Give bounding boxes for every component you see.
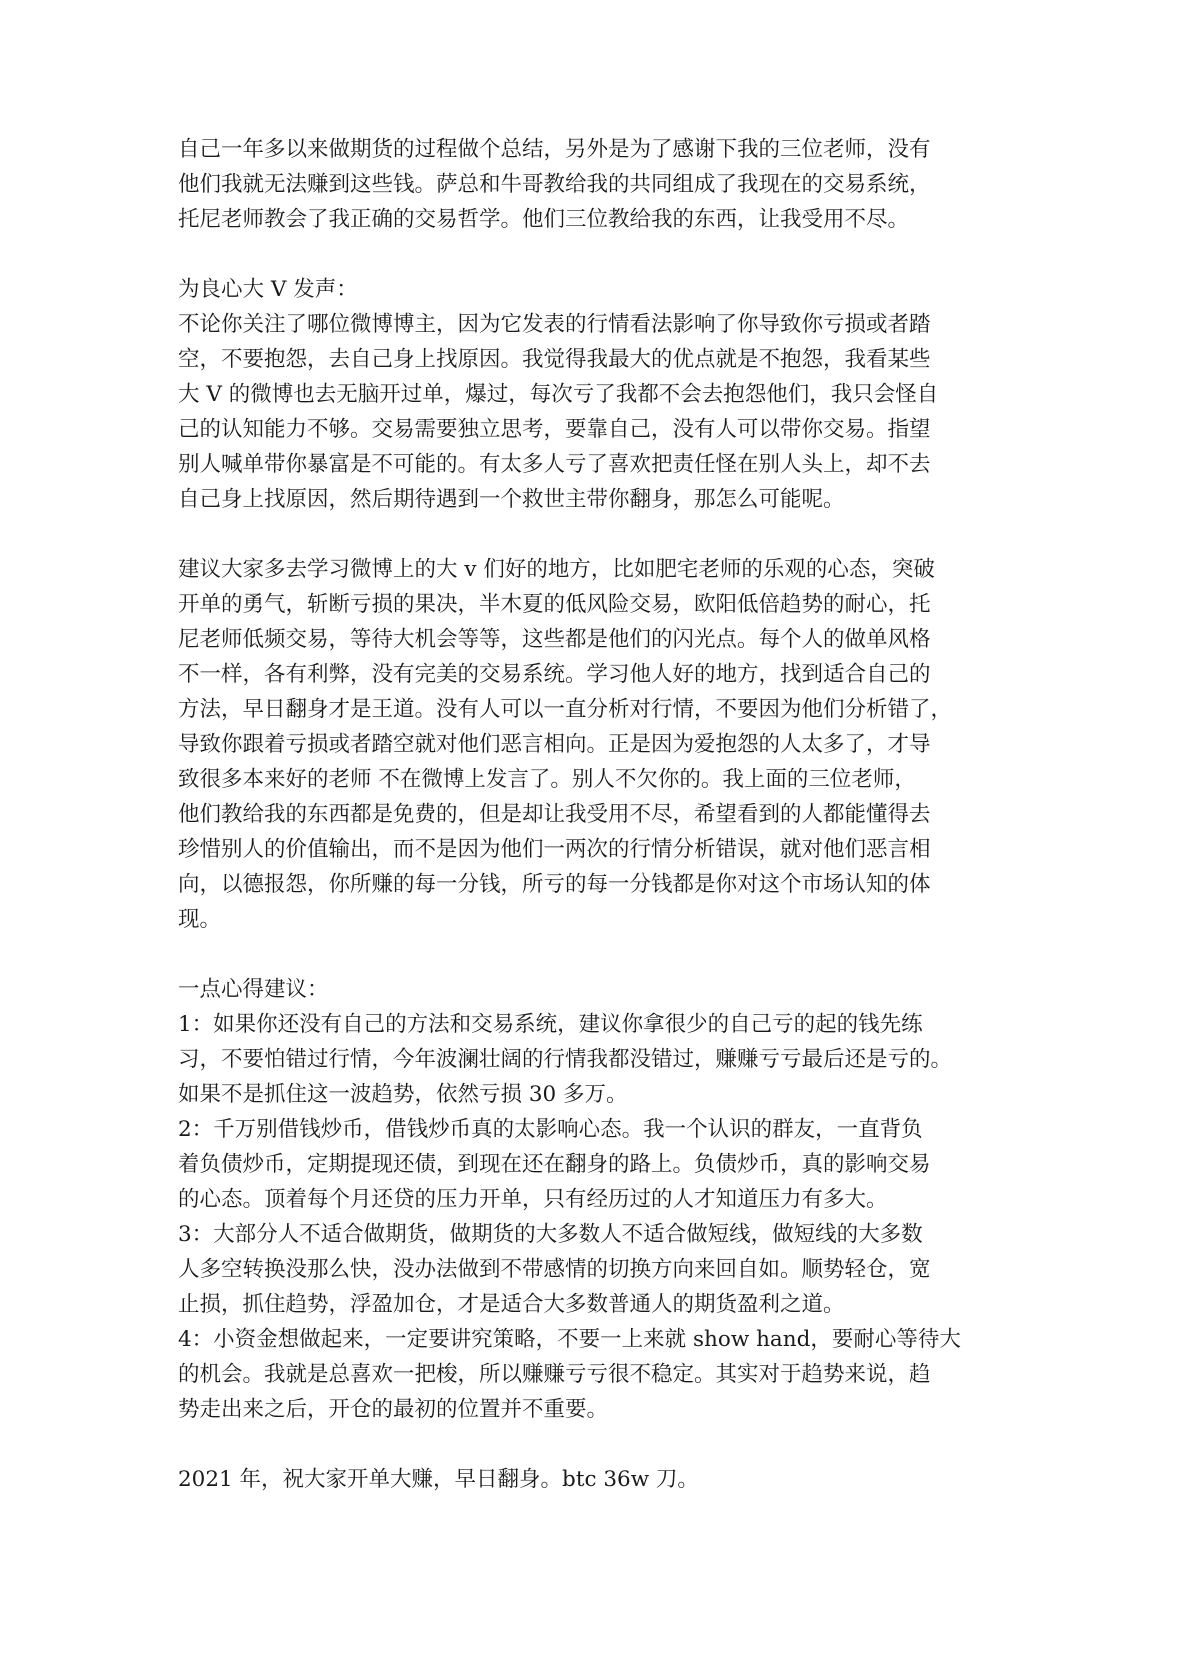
paragraph-gap (178, 237, 1008, 272)
paragraph-intro (178, 132, 1008, 237)
text-line: 2021 年，祝大家开单大赚，早日翻身。btc 36w 刀。 (178, 1467, 699, 1492)
text-line: 尼老师低频交易，等待大机会等等，这些都是他们的闪光点。每个人的做单风格 (178, 627, 931, 652)
section-heading: 一点心得建议： (178, 977, 329, 1002)
text-line: 珍惜别人的价值输出，而不是因为他们一两次的行情分析错误，就对他们恶言相 (178, 837, 931, 862)
text-line: 托尼老师教会了我正确的交易哲学。他们三位教给我的东西，让我受用不尽。 (178, 207, 910, 232)
text-line: 习，不要怕错过行情，今年波澜壮阔的行情我都没错过，赚赚亏亏最后还是亏的。 (178, 1047, 953, 1072)
text-line: 4：小资金想做起来，一定要讲究策略，不要一上来就 show hand，要耐心等待大 (178, 1327, 961, 1352)
text-line: 不一样，各有利弊，没有完美的交易系统。学习他人好的地方，找到适合自己的 (178, 662, 931, 687)
text-line: 势走出来之后，开仓的最初的位置并不重要。 (178, 1397, 609, 1422)
text-line: 空，不要抱怨，去自己身上找原因。我觉得我最大的优点就是不抱怨，我看某些 (178, 347, 931, 372)
text-line: 导致你跟着亏损或者踏空就对他们恶言相向。正是因为爱抱怨的人太多了，才导 (178, 732, 931, 757)
text-line: 着负债炒币，定期提现还债，到现在还在翻身的路上。负债炒币，真的影响交易 (178, 1152, 931, 1177)
text-line: 如果不是抓住这一波趋势，依然亏损 30 多万。 (178, 1082, 628, 1107)
text-line: 自己身上找原因，然后期待遇到一个救世主带你翻身，那怎么可能呢。 (178, 487, 845, 512)
paragraph-gap (178, 1427, 1008, 1462)
text-line: 2：千万别借钱炒币，借钱炒币真的太影响心态。我一个认识的群友，一直背负 (178, 1117, 923, 1142)
paragraph-gap (178, 517, 1008, 552)
text-line: 建议大家多去学习微博上的大 v 们好的地方，比如肥宅老师的乐观的心态，突破 (178, 557, 935, 582)
text-line: 己的认知能力不够。交易需要独立思考，要靠自己，没有人可以带你交易。指望 (178, 417, 931, 442)
section-heading: 为良心大 V 发声： (178, 277, 358, 302)
text-line: 他们教给我的东西都是免费的，但是却让我受用不尽，希望看到的人都能懂得去 (178, 802, 931, 827)
text-line: 开单的勇气，斩断亏损的果决，半木夏的低风险交易，欧阳低倍趋势的耐心，托 (178, 592, 931, 617)
text-line: 向，以德报怨，你所赚的每一分钱，所亏的每一分钱都是你对这个市场认知的体 (178, 872, 931, 897)
paragraph-gap (178, 937, 1008, 972)
text-line: 3：大部分人不适合做期货，做期货的大多数人不适合做短线，做短线的大多数 (178, 1222, 923, 1247)
text-line: 的机会。我就是总喜欢一把梭，所以赚赚亏亏很不稳定。其实对于趋势来说，趋 (178, 1362, 931, 1387)
text-line: 的心态。顶着每个月还贷的压力开单，只有经历过的人才知道压力有多大。 (178, 1187, 888, 1212)
paragraph-learn (178, 552, 1008, 937)
text-line: 自己一年多以来做期货的过程做个总结，另外是为了感谢下我的三位老师，没有 (178, 137, 931, 162)
paragraph-closing (178, 1462, 1008, 1497)
text-line: 1：如果你还没有自己的方法和交易系统，建议你拿很少的自己亏的起的钱先练 (178, 1012, 923, 1037)
text-line: 人多空转换没那么快，没办法做到不带感情的切换方向来回自如。顺势轻仓，宽 (178, 1257, 931, 1282)
text-line: 止损，抓住趋势，浮盈加仓，才是适合大多数普通人的期货盈利之道。 (178, 1292, 845, 1317)
text-line: 方法，早日翻身才是王道。没有人可以一直分析对行情，不要因为他们分析错了， (178, 697, 953, 722)
text-line: 他们我就无法赚到这些钱。萨总和牛哥教给我的共同组成了我现在的交易系统， (178, 172, 931, 197)
paragraph-advice (178, 972, 1008, 1427)
text-line: 大 V 的微博也去无脑开过单，爆过，每次亏了我都不会去抱怨他们，我只会怪自 (178, 382, 939, 407)
text-line: 不论你关注了哪位微博博主，因为它发表的行情看法影响了你导致你亏损或者踏 (178, 312, 931, 337)
text-line: 致很多本来好的老师 不在微博上发言了。别人不欠你的。我上面的三位老师， (178, 767, 916, 792)
paragraph-voice (178, 272, 1008, 517)
text-line: 别人喊单带你暴富是不可能的。有太多人亏了喜欢把责任怪在别人头上，却不去 (178, 452, 931, 477)
document-page (178, 132, 1008, 1497)
text-line: 现。 (178, 907, 222, 932)
